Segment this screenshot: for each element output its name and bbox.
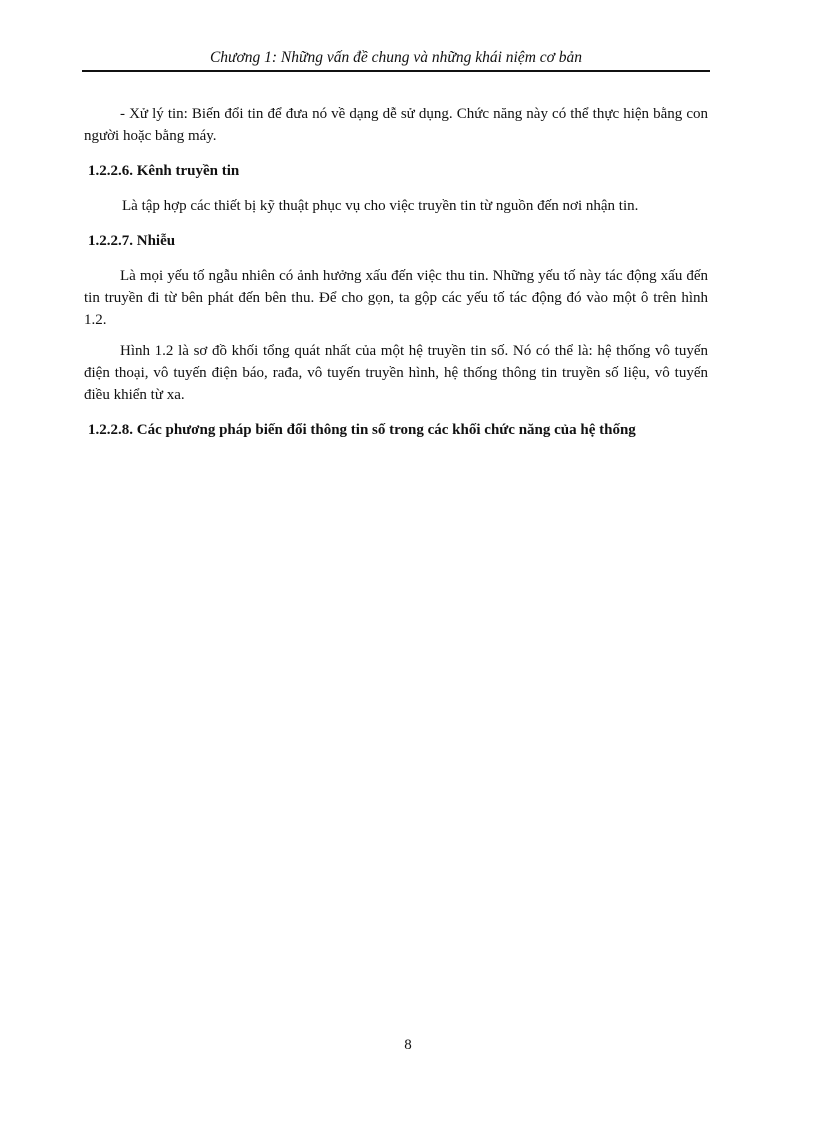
page-body bbox=[84, 103, 708, 441]
page-header-title: Chương 1: Những vấn đề chung và những khái niệm cơ bản bbox=[209, 49, 583, 66]
paragraph-kenh-truyen-tin: Là tập hợp các thiết bị kỹ thuật phục vụ cho việc truyền tin từ nguồn đến nơi nhận tin. bbox=[122, 198, 639, 214]
heading-nhieu: 1.2.2.7. Nhiễu bbox=[88, 233, 176, 249]
paragraph-hinh-1-2: Hình 1.2 là sơ đồ khối tổng quát nhất của một hệ truyền tin số. Nó có thể là: hệ thống vô tuyến điện thoại, vô tuyến điện báo, rađa, vô tuyến truyền hình, hệ thống thông tin truyền số liệu, vô tuyến điều khiển từ xa. bbox=[84, 343, 708, 403]
heading-phuong-phap-bien-doi: 1.2.2.8. Các phương pháp biến đổi thông tin số trong các khối chức năng của hệ thống bbox=[88, 422, 636, 438]
heading-kenh-truyen-tin: 1.2.2.6. Kênh truyền tin bbox=[88, 163, 240, 179]
paragraph-xu-ly-tin: - Xử lý tin: Biến đổi tin để đưa nó về dạng dễ sử dụng. Chức năng này có thể thực hiện bằng con người hoặc bằng máy. bbox=[84, 106, 708, 144]
header-divider bbox=[82, 70, 710, 72]
paragraph-nhieu: Là mọi yếu tố ngẫu nhiên có ảnh hưởng xấu đến việc thu tin. Những yếu tố này tác động xấu đến tin truyền đi từ bên phát đến bên thu. Để cho gọn, ta gộp các yếu tố tác động đó vào một ô trên hình 1.2. bbox=[84, 268, 708, 328]
page-number: 8 bbox=[404, 1037, 412, 1053]
